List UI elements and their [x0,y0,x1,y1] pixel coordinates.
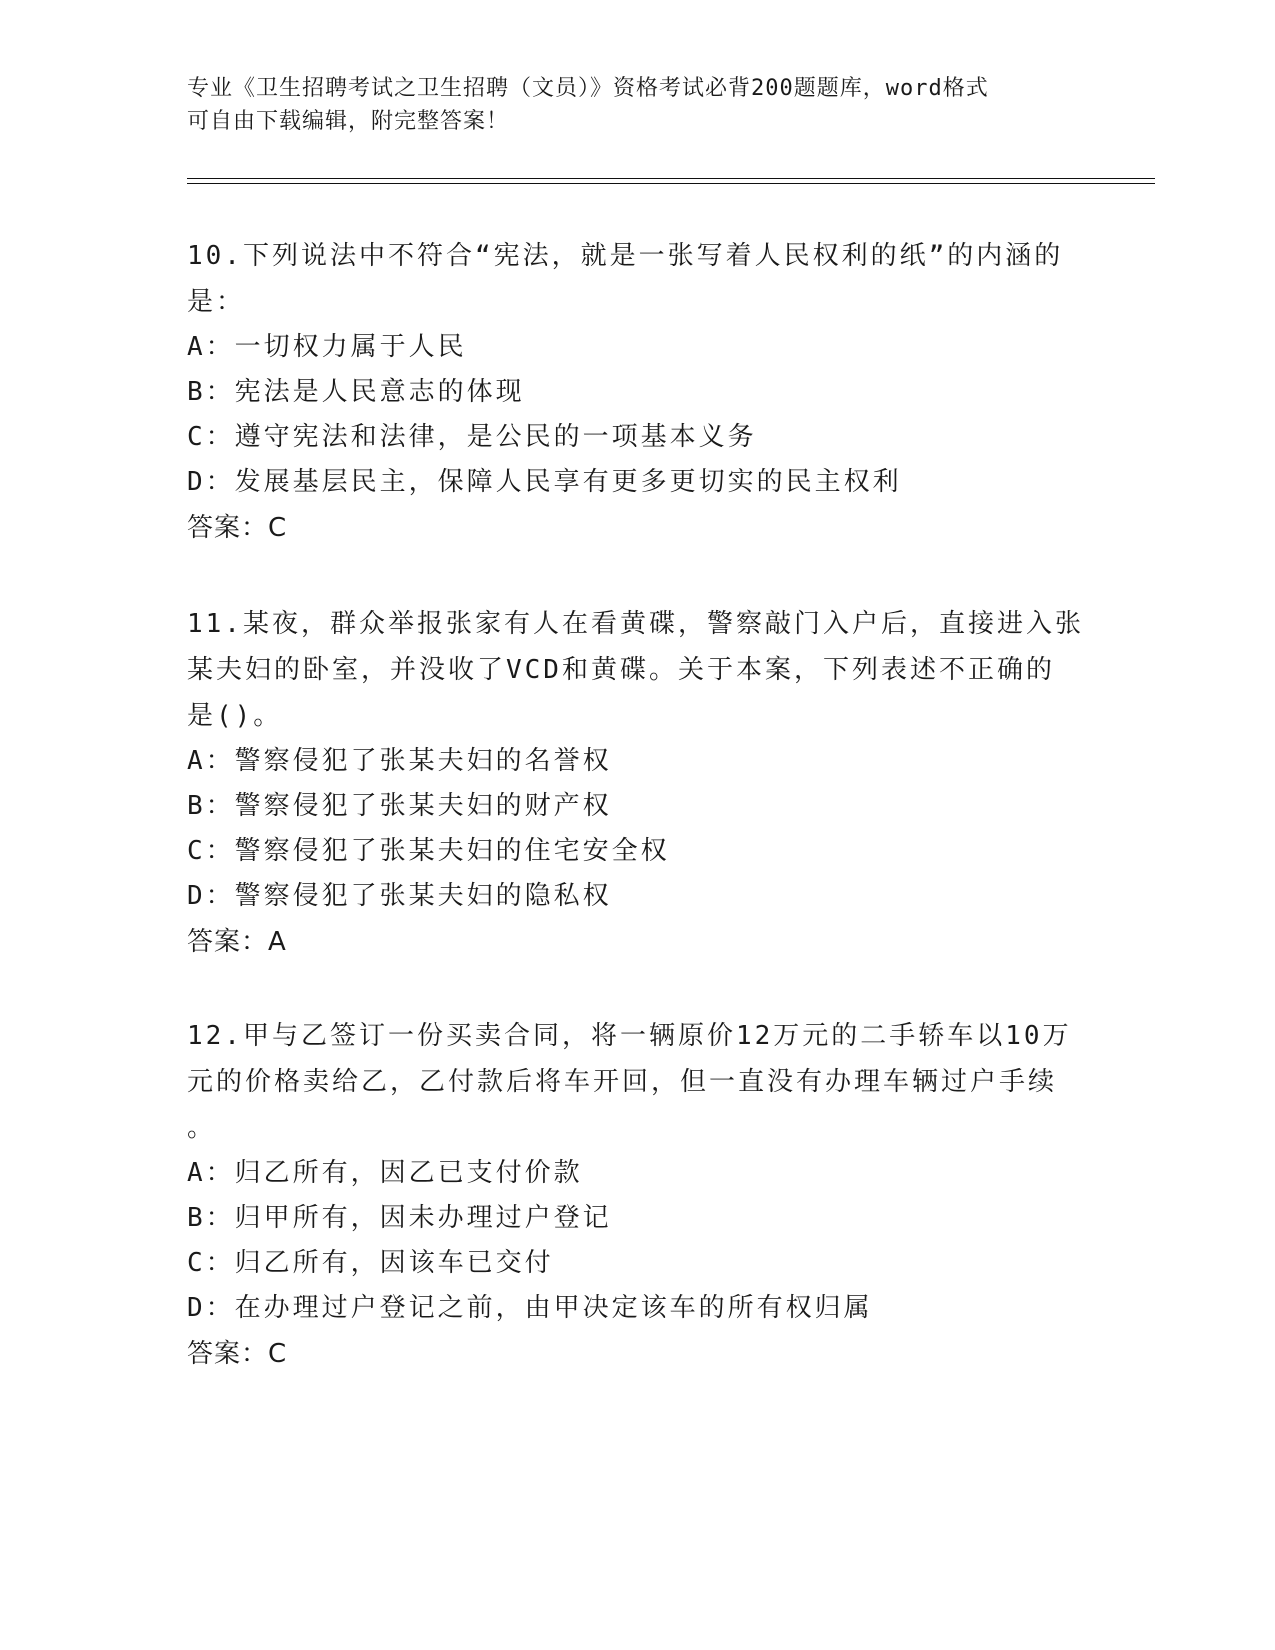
question-stem [187,233,1087,325]
question-stem-line: 是： [187,287,246,317]
option-c: C：遵守宪法和法律，是公民的一项基本义务 [187,422,757,452]
question-12 [187,1013,1087,1377]
answer: 答案：C [187,513,288,543]
answer: 答案：C [187,1339,288,1369]
option-d: D：发展基层民主，保障人民享有更多更切实的民主权利 [187,467,902,497]
header-divider-top [187,178,1155,179]
option-d: D：在办理过户登记之前，由甲决定该车的所有权归属 [187,1293,873,1323]
option-a: A：归乙所有，因乙已支付价款 [187,1158,583,1188]
question-stem-line: 11.某夜，群众举报张家有人在看黄碟，警察敲门入户后，直接进入张 [187,609,1084,639]
option-c: C：归乙所有，因该车已交付 [187,1248,554,1278]
question-11 [187,601,1087,965]
option-d: D：警察侵犯了张某夫妇的隐私权 [187,881,612,911]
header-line-2: 可自由下载编辑，附完整答案！ [187,109,510,134]
header-divider-bottom [187,183,1155,184]
header-line-1: 专业《卫生招聘考试之卫生招聘（文员）》资格考试必背200题题库，word格式 [187,76,989,101]
option-a: A：警察侵犯了张某夫妇的名誉权 [187,746,612,776]
question-stem-line: 12.甲与乙签订一份买卖合同，将一辆原价12万元的二手轿车以10万 [187,1021,1072,1051]
question-stem-line: 。 [187,1113,217,1143]
option-b: B：警察侵犯了张某夫妇的财产权 [187,791,612,821]
question-10 [187,233,1087,551]
option-c: C：警察侵犯了张某夫妇的住宅安全权 [187,836,670,866]
question-stem-line: 是()。 [187,701,283,731]
answer: 答案：A [187,927,287,957]
option-a: A：一切权力属于人民 [187,332,467,362]
question-stem-line: 元的价格卖给乙，乙付款后将车开回，但一直没有办理车辆过户手续 [187,1067,1058,1097]
document-header [187,72,1067,138]
question-stem-line: 某夫妇的卧室，并没收了VCD和黄碟。关于本案，下列表述不正确的 [187,655,1055,685]
question-stem-line: 10.下列说法中不符合“宪法，就是一张写着人民权利的纸”的内涵的 [187,241,1064,271]
question-stem [187,601,1087,739]
option-b: B：归甲所有，因未办理过户登记 [187,1203,612,1233]
question-stem [187,1013,1087,1151]
option-b: B：宪法是人民意志的体现 [187,377,525,407]
